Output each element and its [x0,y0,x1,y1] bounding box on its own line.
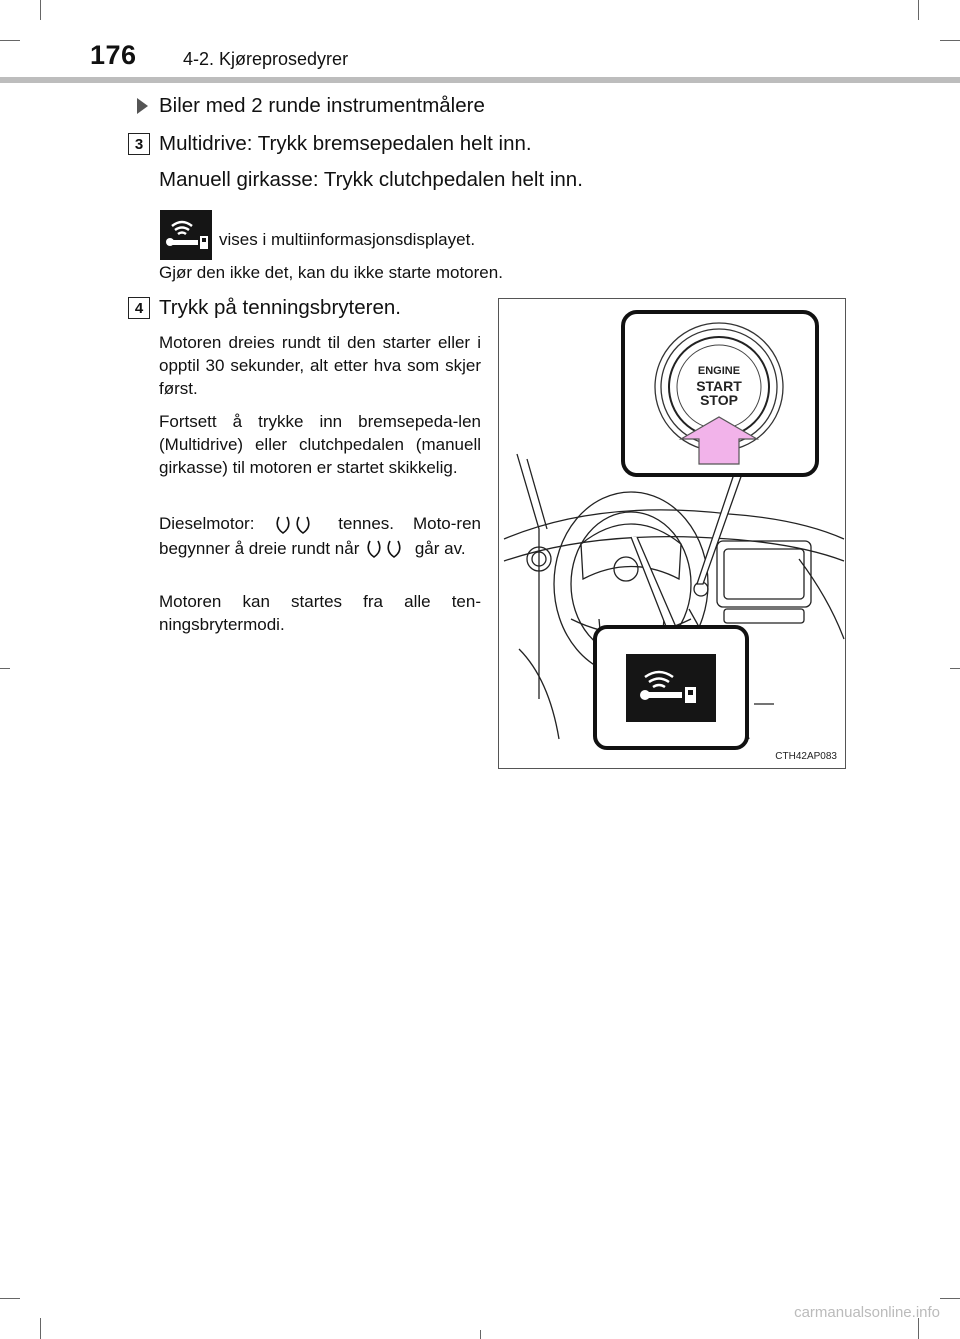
header-rule [0,77,960,83]
figure-code: CTH42AP083 [775,751,837,762]
crop-mark [40,1318,41,1339]
crop-mark [940,40,960,41]
section-title: 4-2. Kjøreprosedyrer [183,49,349,69]
step4-title: Trykk på tenningsbryteren. [159,296,401,319]
dashboard-drawing [499,299,845,768]
crop-mark [40,0,41,20]
diesel-label: Dieselmotor: [159,514,255,533]
crop-mark [0,40,20,41]
crop-mark [0,1298,20,1299]
button-text-start: START [696,378,742,394]
step3-line2: Manuell girkasse: Trykk clutchpedalen helt inn. [159,168,583,191]
crop-mark [940,1298,960,1299]
variant-heading: Biler med 2 runde instrumentmålere [159,94,485,117]
diesel-text-end: går av. [414,538,466,558]
diesel-text: tennes. Moto-ren begynner å dreie rundt når [159,514,481,558]
bullet-arrow-icon [137,98,148,114]
button-text-engine: ENGINE [697,365,741,377]
crop-mark [918,1318,919,1339]
step3-line1: Multidrive: Trykk bremsepedalen helt inn. [159,132,532,155]
crop-mark [0,668,10,669]
key-indicator-icon [160,210,212,260]
step4-para1: Motoren dreies rundt til den starter eller i opptil 30 sekunder, alt etter hva som skjer først. [159,333,481,398]
crop-mark [950,668,960,669]
crop-mark [918,0,919,20]
step-number-3: 3 [128,133,150,155]
page-number: 176 [90,40,137,70]
step4-para3 [159,512,481,582]
glow-plug-icon [364,537,410,561]
watermark: carmanualsonline.info [794,1304,940,1321]
dashboard-illustration [498,298,846,769]
step4-para2: Fortsett å trykke inn bremsepeda-len (Multidrive) eller clutchpedalen (manuell girkasse) til motoren er startet skikkelig. [159,412,481,477]
step3-icon-note: vises i multiinformasjonsdisplayet. [219,230,476,249]
crop-mark [480,1330,481,1339]
step-number-4: 4 [128,297,150,319]
step4-para4: Motoren kan startes fra alle ten-ningsbrytermodi. [159,592,481,634]
button-text-stop: STOP [700,392,738,408]
glow-plug-icon [273,513,319,537]
step3-warning: Gjør den ikke det, kan du ikke starte motoren. [159,263,503,282]
